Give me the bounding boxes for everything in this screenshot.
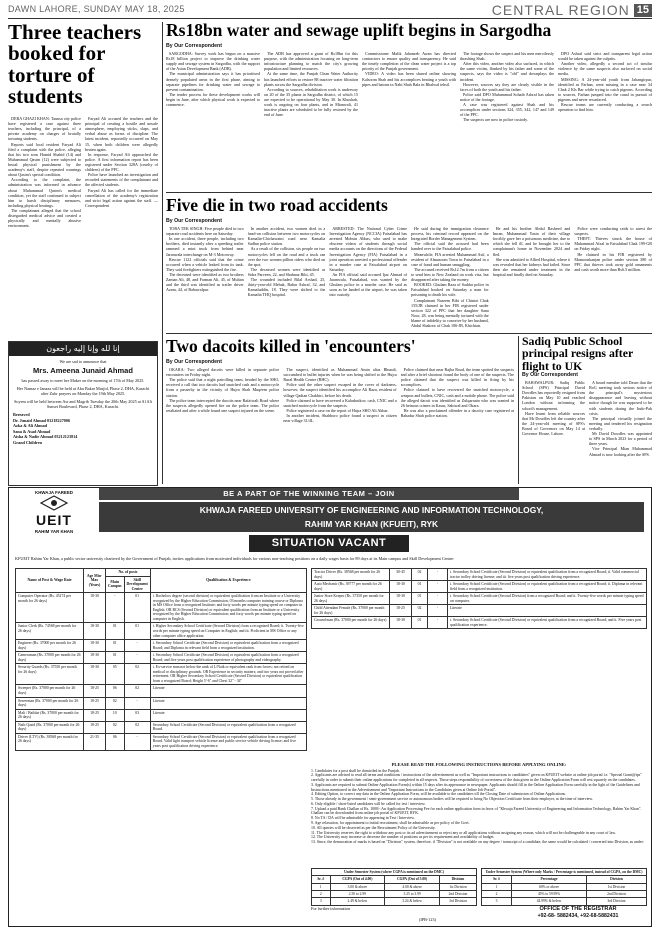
header-rule bbox=[8, 18, 652, 19]
table-title: Under Semester System (Where only Marks / Percentage is mentioned, instead of CGPA, on the DMC) bbox=[482, 869, 647, 876]
story3-col-2 bbox=[248, 226, 326, 330]
section-header bbox=[492, 2, 652, 19]
table-cell-post: Child Attendant Female (Rs. 37000 per month for 26 days) bbox=[312, 605, 390, 617]
paragraph: Police claimed to have recovered a Kalashnikov, cash, CNIC and a snatched motorcycle from the suspects. bbox=[283, 397, 397, 408]
obituary-line: Her Namaz e Janaza will be held at Abu Bakar Masjid, Phase 2, DHA, Karachi after Zuhr prayers on Monday the 19th May 2025. bbox=[16, 385, 150, 397]
story2-byline: By Our Correspondent bbox=[166, 43, 222, 49]
paragraph: Reports said local resident Faryad Ali filed a complaint with the police, alleging that his two sons Hamid Shahid (14) and Muhammad Qasim (12) were subjected to brutal physical punishment by the academy's staff, despite repeated warnings about Qasim's special condition. bbox=[8, 141, 81, 178]
office-phone: +92-68- 5882434, +92-68-5882431 bbox=[537, 912, 619, 919]
instruction-item: 3. Applicants are required to submit Online Application Form(s) within 15 days after its appearance in newspaper. Applicants should fill in the Online Application Form carefully in the light of the Guidelines and Instructions mentioned in the Advertisement and "Important Instructions to the Candidates given at Online Job Portal". bbox=[311, 782, 640, 792]
table-cell-post: Driver (LTV) (Rs. 38568 per month for 26 days) bbox=[16, 733, 84, 750]
bereaved-item: Sana & Asad Ahmad bbox=[13, 428, 51, 434]
story3-col-3 bbox=[329, 226, 407, 330]
paragraph: The ADB has approved a grant of Rs18bn for this purpose, with the administration focusing on long-term infrastructure planning to match the city's growing population and limited resources. bbox=[264, 51, 358, 72]
story4-body bbox=[166, 367, 514, 483]
table-cell: 4.00 & above bbox=[385, 883, 440, 890]
paragraph: The municipal administration says it has prioritised densely populated areas in the first phase, aiming to separate pipelines for drinking water and sewage to prevent contamination. bbox=[166, 71, 260, 92]
table-row bbox=[312, 883, 477, 890]
table-cell-age: 21-35 bbox=[84, 733, 106, 750]
table-cell-post: Sewerman (Rs. 37000 per month for 26 days) bbox=[16, 697, 84, 709]
paragraph: He was also a proclaimed offender in a dacoity case registered at Bahadur Shah police station. bbox=[400, 407, 514, 418]
table-cell-qual: Literate bbox=[448, 605, 647, 617]
instructions-block bbox=[311, 762, 647, 845]
instruction-item: 10. All queries will be observed as per the Recruitment Policy of the University. bbox=[311, 825, 436, 830]
jobs-table-right bbox=[311, 568, 647, 629]
paragraph: Police were conducting raids to arrest the suspects. bbox=[574, 226, 653, 237]
table-row bbox=[16, 593, 307, 623]
paragraph: A case was registered against Shah and his accomplices under sections 324, 355, 342, 147 and 149 of the PPC. bbox=[460, 102, 554, 118]
paragraph: Commissioner Malik Jahanzeb Awan has directed contractors to ensure quality and transparency. He said the timely completion of the clean water project is a top priority of the Punjab government. bbox=[362, 51, 456, 72]
story3-col-5 bbox=[493, 226, 571, 330]
paragraph: Police have launched an investigation and recorded statements of the complainant and the affected students. bbox=[85, 172, 158, 188]
paragraph: The police team intercepted the dacoits near Rafaiwali Road where the suspects allegedly opened fire on the police team. The police retaliated and after a while found one suspect injured on the scene. bbox=[166, 397, 280, 413]
table-cell-sdc: 01 bbox=[124, 593, 150, 623]
paragraph: An FIA official said accused Ijaz Ahmad of Jaranwala, Faisalabad, was wanted by the Ghulam police in a murder case. He said as soon as he landed at the airport, he was taken into custody. bbox=[329, 271, 408, 298]
ipb-code: (IPB-123) bbox=[419, 917, 436, 922]
bereaved-item: Azka & Ali Ahmad bbox=[13, 423, 48, 429]
table-cell: 2nd Division bbox=[586, 890, 646, 897]
table-cell-main: 06 bbox=[106, 685, 125, 697]
paragraph: In one accident, three people, including two brothers, died instantly after a speeding trailer rammed a mini truck from behind near Jaranwala interchange on M-3 Motorway. bbox=[166, 236, 244, 257]
story2-col-3 bbox=[362, 51, 456, 189]
table-cell-post: Ground man (Rs. 37000 per month for 26 days) bbox=[312, 617, 390, 629]
table-row bbox=[482, 890, 647, 897]
story1-body bbox=[8, 116, 158, 338]
paragraph: Complainant Naseem Bibi of Chiniot Chak 155/JB claimed in her FIR registered under section 322 of PPC that her daughter Sana Noor, 28, was being mentally tortured with the blame of infidelity to conceive by her husband, Abdul Shakoor of Chak 106-JB, Khichian. bbox=[411, 297, 489, 329]
table-row bbox=[482, 883, 647, 890]
table-header: CGPA (Out of 5.00) bbox=[385, 876, 440, 883]
paragraph: He and his brother Abdul Rasheed and Imran, Muhammad Yasin of their village forcibly gave her a poisonous medicine, due to which she fell ill, and he brought her to the complainant's home in November 2024 and fled. bbox=[492, 226, 571, 257]
story5-body bbox=[522, 380, 652, 484]
table-header: Percentage bbox=[512, 876, 587, 883]
story-rule bbox=[166, 192, 652, 193]
table-cell-main: - bbox=[106, 593, 125, 623]
bereaved-label: Bereaved bbox=[13, 412, 30, 418]
story3-col-6 bbox=[574, 226, 652, 330]
story5-col-1 bbox=[522, 380, 585, 484]
paragraph: At the same time, the Punjab Clean Water Authority has launched efforts to restore 88 inactive water filtration plants across the Sargodha division. bbox=[264, 71, 358, 87]
situation-vacant-banner: SITUATION VACANT bbox=[249, 535, 409, 552]
obituary-notice bbox=[8, 341, 158, 486]
table-row bbox=[312, 569, 647, 581]
logo-acronym: UEIT bbox=[36, 512, 72, 529]
instruction-item: 7. Upload a paid Bank Challan of Rs. 1000/- An Application Processing Fee for each online application form in favor of "Khwaja Fareed University of Engineering and Information Technology, Rahim Yar Khan". Challan can be downloaded from online job portal of KFUEIT, RYK. bbox=[311, 806, 642, 816]
table-header: Skill Development Centre bbox=[124, 576, 150, 593]
story1-col-2 bbox=[85, 116, 158, 338]
table-cell-qual: i. Higher Secondary School Certificate (Second Division) from a recognized Board; ii. Twenty-five words per minute typing speed on Computer in English; and iii. Proficient in MS Office or any other computer office application. bbox=[150, 623, 306, 640]
page-number: 15 bbox=[634, 4, 652, 17]
table-cell-post: Junior Store Keeper (Rs. 37350 per month for 26 days) bbox=[312, 593, 390, 605]
table-cell-qual: i. Secondary School Certificate (Second Division) from a recognized Board; and ii. Twenty-five words per minute typing speed on computer. bbox=[448, 593, 647, 605]
instruction-item: 13. Since, the demarcation of marks is based on "Division" system, therefore, if "Division" is not available on any degree / transcript of a candidate, the same would be calculated / converted into Division, as under: bbox=[311, 840, 644, 845]
table-row bbox=[16, 685, 307, 697]
paragraph: The complainant alleged that the school disregarded medical advice and created a physically and mentally abusive environment. bbox=[8, 207, 81, 229]
instruction-item: 2. Applicants are advised to read all terms and conditions / instructions of the advertisement as well as "Important instructions to candidates" given on KFUEIT website at online job portal i.e. "Special Grant@tps" carefully in order to submit their online applications for completed in all respects. Those steps responsibility of correctness of the data given in the Online Application Form will rest squarely on the candidates. bbox=[311, 773, 642, 783]
table-cell-qual: i. Secondary School Certificate (Second Division) or equivalent qualification from a recognized Board; and Diploma in relevant field from a recognized institution. bbox=[150, 640, 306, 652]
table-cell-sdc: 03 bbox=[124, 709, 150, 721]
winning-team-banner: BE A PART OF THE WINNING TEAM – JOIN bbox=[99, 488, 519, 500]
table-cell-sdc: 02 bbox=[124, 685, 150, 697]
table-cell-age: 18-25 bbox=[84, 721, 106, 733]
paragraph: VIDEO: A video has been shared online showing Kalsoom Shah and his accomplices beating a youth with pipes and batons in Nabi Shah Bala in Bhalwal tehsil. bbox=[362, 71, 456, 87]
table-cell-sdc: - bbox=[124, 733, 150, 750]
table-header: Age Min-Max (Years) bbox=[84, 569, 106, 593]
table-cell-main: 01 bbox=[106, 640, 125, 652]
paragraph: According to the complaint, the administration was informed in advance about Muhammad Qasim's medical condition, yet the staff continued to subject him to harsh disciplinary measures, including physical beatings. bbox=[8, 177, 81, 208]
table-cell-main: 10 bbox=[106, 709, 125, 721]
university-name-line: RAHIM YAR KHAN (KFUEIT), RYK bbox=[304, 519, 439, 529]
table-cell-post: Naib Qasid (Rs. 37000 per month for 26 days) bbox=[16, 721, 84, 733]
table-row bbox=[312, 605, 647, 617]
table-cell-age: 18-30 bbox=[390, 581, 412, 593]
table-cell-sdc: - bbox=[428, 617, 448, 629]
table-cell: 45% to 59.99% bbox=[512, 890, 587, 897]
table-cell-main: 01 bbox=[106, 623, 125, 640]
table-cell-qual: Literate bbox=[150, 697, 306, 709]
story3-col-1 bbox=[166, 226, 244, 330]
column-divider bbox=[518, 336, 519, 484]
story4-col-2 bbox=[283, 367, 396, 483]
table-cell-main: 06 bbox=[106, 733, 125, 750]
table-cell: 3.24 & below bbox=[385, 898, 440, 905]
paragraph: The tender process for these development works will begin in June, after which physical work is expected to commence. bbox=[166, 91, 260, 108]
paragraph: The suspects are now in police custody. bbox=[463, 117, 528, 123]
paragraph: ARRESTED: The National Cyber Crime Investigation Agency (NCCIA) Faisalabad has arrested Mohsin Abbas, who used to make obscene videos of students through social media accounts on the directions of the Federal Investigation Agency (FIA) Faisalabad in a joint operation arrested a professional offender in a murder case at Faisalabad airport on Saturday. bbox=[329, 226, 408, 272]
paragraph: The wounded included Bilal Arshad, 25, thirty-year-old Mehak, Babar Ashraf, 32, and Kamaluddin, 18. They were shifted to the Kamalia THQ hospital. bbox=[247, 277, 326, 298]
table-cell: 3.25 to 3.99 bbox=[385, 890, 440, 897]
story4-byline: By Our Correspondent bbox=[166, 359, 222, 365]
table-row bbox=[16, 652, 307, 664]
story2-headline: Rs18bn water and sewage uplift begins in Sargodha bbox=[166, 20, 552, 40]
table-cell-sdc: - bbox=[124, 652, 150, 664]
story3-byline: By Our Correspondent bbox=[166, 218, 222, 224]
jobs-right-body bbox=[312, 569, 647, 629]
paragraph: In another incident, Shahboro police found a suspect in citizen near village 31/4L. bbox=[283, 412, 397, 424]
story3-col-4 bbox=[411, 226, 489, 330]
table-cell-main: 01 bbox=[412, 617, 428, 629]
paper-dateline: DAWN LAHORE, SUNDAY MAY 18, 2025 bbox=[8, 4, 185, 14]
table-cell-age: 18-25 bbox=[84, 697, 106, 709]
story4-col-3 bbox=[401, 367, 514, 483]
table-cell: 3rd Division bbox=[440, 898, 477, 905]
paragraph: The accused received Rs12.7m from a citizen to send him to New Zealand on work visa, but disappeared after taking the money. bbox=[411, 266, 489, 283]
story3-headline: Five die in two road accidents bbox=[166, 195, 388, 215]
table-cell: 3.00 & above bbox=[330, 883, 385, 890]
story3-body bbox=[166, 226, 652, 330]
cgpa-conversion-table bbox=[311, 868, 477, 906]
story2-body bbox=[166, 51, 652, 189]
table-cell-age: 18-25 bbox=[390, 605, 412, 617]
paragraph: Faryad Ali accused the teachers and the principal of creating a hostile and unsafe atmosphere, employing sticks, slaps, and verbal abuse as forms of discipline. The latest incident, reportedly occurred on May 15, when both children were allegedly beaten again. bbox=[85, 116, 158, 152]
table-cell-qual: Secondary School Certificate (Second Division) or equivalent qualification from a recognized Board. Valid light transport vehicle license and public service vehicle driving license; and five years post qualification driving experience. bbox=[150, 733, 306, 750]
table-cell-qual: i. Ex-service man not below the rank of L/Naik or equivalent rank from forces; not retired on medical or disciplinary grounds. OR Experience in security matters; and two years not proved after retirement. OR Higher Secondary School Certificate (Second Division) or equivalent qualification from a recognized Board; Height 5'-6" and Chest 32" - 34" bbox=[150, 664, 306, 685]
paragraph: BAHAWALPUR: Sadiq Public School (SPS) Principal David Dowdles has reportedly resigned from Pakistan on May 10 and reached London without informing the school's management. bbox=[522, 380, 585, 411]
paragraph: BOOKED: Ghulam Raza of Saddar police in Faisalabad booked on Saturday a man for poisoning to death his wife. bbox=[411, 282, 489, 298]
university-name-line: KHWAJA FAREED UNIVERSITY OF ENGINEERING AND INFORMATION TECHNOLOGY, bbox=[199, 505, 544, 515]
table-cell: 1 bbox=[312, 883, 331, 890]
section-name: CENTRAL REGION bbox=[491, 2, 630, 18]
paragraph: The deceased women were identified as Sidra Parveen, 22, and Shahnaz Bibi, 45. bbox=[247, 266, 326, 277]
table-title: Under Semester System (where CGPA is mentioned on the DMC) bbox=[312, 869, 477, 876]
advert-intro: KFUEIT Rahim Yar Khan, a public sector university chartered by the Government of Punjab, invites applications from motivated individuals for various non-teaching positions on a daily wages basis for 89 days at its Main campus and Skill Development Centre: bbox=[15, 556, 455, 561]
table-cell-age: 18-30 bbox=[84, 652, 106, 664]
logo-bottom-text: RAHIM YAR KHAN bbox=[34, 529, 74, 535]
obituary-line: has passed away to meet her Maker on the morning of 17th of May 2025. bbox=[21, 378, 145, 384]
table-cell-qual: i. Secondary School Certificate (Second Division) or equivalent qualification from a recognized Board; ii. Valid commercial tractor trolley driving license; and iii. five years post qualification driving experience. bbox=[448, 569, 647, 581]
registrar-office bbox=[509, 906, 647, 919]
paragraph: Police registered a case on the report of Hujra SHO Ali Akbar. bbox=[286, 407, 389, 413]
table-cell-qual: i. Bachelors degree (second division) or equivalent qualification from an Institute or a University recognized by the Higher Education Commission, 03 months computer training course or Diploma in MS Office from a recognized Institute; and forty words per minute typing speed on computer in English. OR BCS (Second Division) or equivalent qualification from an Institute or a University recognized by the Higher Education Commission; and forty words per minute typing speed on computer in English. bbox=[150, 593, 306, 623]
table-cell-sdc: 01 bbox=[124, 623, 150, 640]
table-cell: 2 bbox=[482, 890, 512, 897]
paragraph: According to sources, rehabilitation work is underway on 20 of the 35 plants in Sargodha district, of which 15 are expected to be operational by May 30. In Khushab, work is ongoing on four plants, and in Mianwali, 41 inactive plants are scheduled to be fully restored by the end of June. bbox=[264, 86, 358, 118]
story4-headline: Two dacoits killed in 'encounters' bbox=[166, 336, 416, 356]
jobs-left-body bbox=[16, 593, 307, 750]
paragraph: Police said DPO Muhammad Sohaib Ashraf has taken notice of the footage. bbox=[460, 91, 554, 102]
paragraph: Another video, allegedly a second act of similar violence by the same suspects also surfaced on social media. bbox=[558, 61, 652, 77]
table-cell-main: 01 bbox=[106, 652, 125, 664]
table-cell-qual: Literate bbox=[150, 709, 306, 721]
paragraph: MISSING: A 24-year-old youth from Jahangirpur, identified as Farhan, went missing in a case near 34 Chak 2 Kls Bar while trying to catch pigeons. According to sources, Farhan jumped into the canal in pursuit of pigeons and never resurfaced. bbox=[558, 76, 652, 102]
table-header: Sr. # bbox=[482, 876, 512, 883]
instruction-item: 11. The University reserves the right to withdraw any post or its ad advertisement or reject any or all applications without assigning any reason, which will not be challengeable in any court of law. bbox=[311, 830, 616, 835]
table-cell: 1 bbox=[482, 883, 512, 890]
table-cell-sdc: - bbox=[428, 581, 448, 593]
story5-headline: Sadiq Public School principal resigns after flight to UK bbox=[522, 334, 633, 373]
table-cell: 2.49 & below bbox=[330, 898, 385, 905]
table-header: Main Campus bbox=[106, 576, 125, 593]
table-header: CGPA (Out of 4.00) bbox=[330, 876, 385, 883]
paragraph: Mr David Dowdles was appointed to SPS in March 2023 for a period of three years. bbox=[589, 431, 652, 447]
instruction-item: 12. The University may increase or decrease the number of positions as per its requirement and availability of budget. bbox=[311, 835, 495, 840]
table-cell-age: 18-25 bbox=[84, 709, 106, 721]
table-cell-qual: Literate bbox=[150, 685, 306, 697]
table-cell-post: Auto Mechanic (Rs. 39777 per month for 26 days) bbox=[312, 581, 390, 593]
table-cell-main: 02 bbox=[412, 569, 428, 581]
table-cell-main: 02 bbox=[106, 721, 125, 733]
bismillah-banner: إنا لله وإنا إليه راجعون bbox=[9, 342, 157, 356]
table-cell-post: Computer Operator (Rs. 45274 per month for 26 days) bbox=[16, 593, 84, 623]
bereaved-list bbox=[13, 418, 153, 445]
table-cell: 1st Division bbox=[440, 883, 477, 890]
table-cell: 44.99% & below bbox=[512, 898, 587, 905]
table-cell: 2.50 to 2.99 bbox=[330, 890, 385, 897]
obituary-line: We are sad to announce that bbox=[59, 359, 107, 364]
table-cell-age: 30-45 bbox=[390, 569, 412, 581]
table-cell-post: Security Guards (Rs. 37550 per month for 26 days) bbox=[16, 664, 84, 685]
paragraph: She was admitted to Allied Hospital, where it was revealed that her kidneys had failed. Since then she remained under treatment in the hospital and finally died on Saturday. bbox=[492, 256, 571, 277]
table-row bbox=[312, 617, 647, 629]
bereaved-item: Aisha & Nadir Ahmad 03212123814 bbox=[13, 434, 78, 440]
table-row bbox=[16, 721, 307, 733]
table-row bbox=[482, 898, 647, 905]
table-row bbox=[16, 733, 307, 750]
table-row bbox=[312, 898, 477, 905]
university-logo bbox=[13, 490, 95, 538]
table-cell-sdc: - bbox=[124, 697, 150, 709]
paragraph: The police said that a night patrolling team, headed by the SHO, received a call that two dacoits had snatched cash and a motorcycle from a passerby in the vicinity of Hujra Shah Muqeem police station. bbox=[166, 377, 280, 398]
table-header: Sr. # bbox=[312, 876, 331, 883]
table-cell-sdc: - bbox=[124, 640, 150, 652]
story2-col-2 bbox=[264, 51, 358, 189]
percentage-conversion-table bbox=[481, 868, 647, 906]
paragraph: After this video, another video also surfaced, in which the same victim, flanked by his father and some of the suspects, says the video is "old" and downplays the incident. bbox=[460, 61, 554, 82]
table-cell: 3rd Division bbox=[586, 898, 646, 905]
table-cell-sdc: 02 bbox=[124, 664, 150, 685]
paragraph: DERA GHAZI KHAN: Taunsa city police have registered a case against three teachers, including the principal, of a private academy on charges of brutally torturing students. bbox=[8, 116, 81, 142]
story2-col-1 bbox=[166, 51, 260, 189]
table-cell-post: Engineer (Rs. 37000 per month for 26 days) bbox=[16, 640, 84, 652]
paragraph: The suspect, identified as Muhammad Amin alias Bhundi, succumbed to bullet injuries when he was being shifted to the Hujra Rural Health Centre (RHC). bbox=[283, 367, 397, 383]
table-cell-age: 18-25 bbox=[84, 685, 106, 697]
column-divider bbox=[162, 22, 163, 484]
paragraph: THEFT: Thieves struck the house of Muhammad Afzal in Faisalabad Chak 199-GB on Friday night. bbox=[574, 236, 653, 252]
story2-col-5 bbox=[558, 51, 652, 189]
job-advertisement bbox=[8, 487, 652, 927]
paragraph: He claimed in his FIR registered by Mamoonkanjan police under section 380 of PPC that thieves took away gold ornaments and cash worth more than Rs6.5 million. bbox=[574, 251, 653, 272]
instruction-item: 4. Editing Option, to correct any data in the Online Application Form, will be available to the candidates till the Closing Date of submission of Online Applications. bbox=[311, 792, 567, 797]
paragraph: TOBA TEK SINGH: Five people died in two separate road accidents here on Saturday. bbox=[166, 226, 244, 237]
paragraph: OKARA: Two alleged dacoits were killed in separate police encounters on Friday night. bbox=[166, 367, 280, 378]
paragraph: However, sources say they are clearly visible in the faces of both the youth and his father. bbox=[460, 81, 554, 92]
instruction-item: 5. Those already in the government / semi-government service or autonomous bodies will be required to bring No Objection Certificate from their employer, at the time of interview. bbox=[311, 797, 593, 802]
table-cell: 2 bbox=[312, 890, 331, 897]
table-cell-post: Junior Clerk (Rs. 74568 per month for 26 days) bbox=[16, 623, 84, 640]
table-cell-qual: i. Secondary School Certificate (Second Division) or equivalent qualification from a recognized Board; ii. Diploma in relevant field from a recognized institution. bbox=[448, 581, 647, 593]
table-cell-main: 02 bbox=[106, 697, 125, 709]
logo-top-text: KHWAJA FAREED bbox=[35, 490, 73, 495]
paragraph: The principal virtually joined the meeting and tendered his resignation verbally. bbox=[589, 415, 652, 431]
table-row bbox=[312, 581, 647, 593]
university-name-banner bbox=[99, 502, 644, 532]
table-cell-age: 18-30 bbox=[84, 593, 106, 623]
story5-byline: By Our Correspondent bbox=[522, 372, 578, 378]
table-cell-sdc: - bbox=[428, 605, 448, 617]
story1-col-1 bbox=[8, 116, 81, 338]
instruction-item: 8. No TA / DA will be admissible for appearing in Test / Interview. bbox=[311, 816, 415, 821]
table-cell-post: Cameraman (Rs. 37000 per month for 26 days) bbox=[16, 652, 84, 664]
table-row bbox=[312, 593, 647, 605]
table-cell: 3 bbox=[312, 898, 331, 905]
table-row bbox=[16, 697, 307, 709]
table-cell-post: Mali / Baildar (Rs. 37000 per month for 26 days) bbox=[16, 709, 84, 721]
table-cell-age: 18-30 bbox=[390, 617, 412, 629]
paragraph: The footage shows the suspect and his men mercilessly thrashing Shah. bbox=[460, 51, 554, 62]
table-cell-qual: Secondary School Certificate (Second Division) or equivalent qualification from a recognized Board. bbox=[150, 721, 306, 733]
table-cell-post: Sweeper (Rs. 37000 per month for 26 days) bbox=[16, 685, 84, 697]
story2-col-4 bbox=[460, 51, 554, 189]
further-info: For further information bbox=[311, 906, 351, 911]
table-header: Qualification & Experience bbox=[150, 569, 306, 593]
paragraph: In response, Faryad Ali approached the police. A first information report has been registered under Section 328A (cruelty of children) of the PPC. bbox=[85, 151, 158, 173]
deceased-name: Mrs. Ameena Junaid Ahmad bbox=[33, 366, 133, 376]
paragraph: Police said the other suspect escaped in the cover of darkness, however, the suspect identified his accomplice Ali Raza, resident of village Qadian Chakbiri, before his death. bbox=[283, 382, 397, 398]
table-cell-sdc: - bbox=[428, 593, 448, 605]
instruction-item: 1. Candidates for a post shall be domiciled in the Punjab. bbox=[311, 768, 400, 773]
paragraph: He said during the immigration clearance process, his criminal record appeared on the Integrated Border Management System. bbox=[411, 226, 489, 242]
paragraph: The official said the accused had been handed over to the Faisalabad police. bbox=[411, 241, 489, 252]
office-title: OFFICE OF THE REGISTRAR bbox=[539, 906, 617, 912]
bereaved-item: Dr. Junaid Ahmad 03218227006 bbox=[13, 417, 71, 423]
paragraph: Have learnt from reliable sources that Mr Dowdles left the country after the 24-year-old meeting of SPS's Board of Governors on May 14 at Governor House, Lahore. bbox=[522, 410, 585, 437]
table-cell-qual: i. Secondary School Certificate (Second Division) or equivalent qualification from a recognized Board; and ii. Five years post qualification experience. bbox=[448, 617, 647, 629]
paragraph: A board member told Dawn that the BoG meeting took serious notice of the principal's mysterious disappearance and leaving without notice though he was supposed to be with students during the Indo-Pak crisis. bbox=[589, 380, 652, 416]
table-cell-age: 18-30 bbox=[84, 640, 106, 652]
paragraph: Faryad Ali has called for the immediate cancellation of the academy's registration and strict legal action against the staff. — Correspondent bbox=[85, 187, 158, 208]
table-header: Name of Post & Wage Rate bbox=[16, 569, 84, 593]
paragraph: Rescue 1122 officials said that the crime occurred when a vehicle leaked from its tank. They said firefighters extinguished the fire. bbox=[166, 256, 244, 272]
paragraph: Police claimed to have recovered the snatched motorcycle, a weapon and bullets, CNIC, cash and a mobile phone. The police said the alleged dacoit was identified as Zulqarnain who was wanted in 26 heinous crimes in Kasur, Sahiwal and Okara. bbox=[400, 387, 514, 408]
table-row bbox=[16, 623, 307, 640]
paragraph: As a result of the collision, six people on two motorcycles fell on the road and a truck ran over the two women pillion riders who died on the spot. bbox=[247, 246, 326, 267]
table-header: No. of posts bbox=[106, 569, 151, 577]
story1-headline: Three teachers booked for torture of students bbox=[8, 20, 142, 109]
instruction-item: 6. Only eligible / short-listed candidates will be called for test / interview. bbox=[311, 801, 426, 806]
table-cell-main: 02 bbox=[412, 605, 428, 617]
bereaved-item: Grand Children bbox=[13, 439, 42, 445]
table-cell-post: Tractor Driver (Rs. 38568 per month for 26 days) bbox=[312, 569, 390, 581]
table-cell-sdc: 02 bbox=[124, 721, 150, 733]
jobs-table-left bbox=[15, 568, 307, 751]
table-cell: 2nd Division bbox=[440, 890, 477, 897]
table-cell: 3 bbox=[482, 898, 512, 905]
paragraph: In another accident, two women died in a head-on collision between two motorcycles on Kamalia-Chichawatni road near Kamalia Sadhar police station. bbox=[247, 226, 326, 247]
paragraph: DPO Ashraf said strict and transparent legal action would be taken against the culprits. bbox=[558, 51, 652, 62]
paragraph: Meanwhile, FIA arrested Muhammad Asif, a resident of Almasoom Town in Faisalabad in a case of fraud and human smuggling. bbox=[411, 251, 489, 267]
table-row bbox=[16, 640, 307, 652]
table-header: Division bbox=[586, 876, 646, 883]
table-row bbox=[16, 709, 307, 721]
paragraph: SARGODHA: Survey work has begun on a massive Rs18 billion project to improve the drinking water supply and sewage system in Sargodha, with the support of the Asian Development Bank (ADB). bbox=[166, 51, 260, 72]
table-cell-age: 18-30 bbox=[390, 593, 412, 605]
instruction-item: 9. Age relaxation, for appointment to initial recruitment, shall be admissible as per policy of the Govt. bbox=[311, 821, 470, 826]
story4-col-1 bbox=[166, 367, 279, 483]
table-cell: 1st Division bbox=[586, 883, 646, 890]
table-cell-sdc: - bbox=[428, 569, 448, 581]
table-header: Division bbox=[440, 876, 477, 883]
table-cell-age: 18-30 bbox=[84, 623, 106, 640]
table-cell-age: 18-30 bbox=[84, 664, 106, 685]
table-cell-main: 01 bbox=[412, 593, 428, 605]
table-cell-qual: i. Secondary School Certificate (Second Division) or equivalent qualification from a recognized Board; and five years post qualification experience of photography and videography. bbox=[150, 652, 306, 664]
paragraph: Rescue teams are currently conducting a search operation to find him. bbox=[558, 102, 652, 113]
paragraph: Vice Principal Mian Muhammad Ahmad is now looking after the SPS. bbox=[589, 446, 652, 457]
obituary-line: Soyem will be held between Asr and Magrib Tuesday the 20th May 2025 at Al Ali Sunset Boulevard, Phase 2, DHA, Karachi. bbox=[14, 398, 152, 410]
paragraph: Police claimed that near Rajba Road, the team spotted the suspects and after a brief shootout found the body of one of the suspects. The police claimed that the suspect was killed in firing by his accomplices. bbox=[400, 367, 514, 388]
table-cell: 60% or above bbox=[512, 883, 587, 890]
table-cell-main: 01 bbox=[412, 581, 428, 593]
story5-col-2 bbox=[589, 380, 652, 484]
instructions-title: PLEASE READ THE FOLLOWING INSTRUCTIONS BEFORE APPLYING ONLINE: bbox=[391, 762, 567, 767]
table-row bbox=[16, 664, 307, 685]
paragraph: The deceased were identified as two brothers Zaman Ali, 48, and Farman Ali, 45, of Multan and the third was identified as trailer driver Azam, 44, of Bahawalpur. bbox=[166, 271, 244, 293]
table-cell-main: 05 bbox=[106, 664, 125, 685]
table-row bbox=[312, 890, 477, 897]
logo-emblem-icon bbox=[39, 495, 69, 511]
